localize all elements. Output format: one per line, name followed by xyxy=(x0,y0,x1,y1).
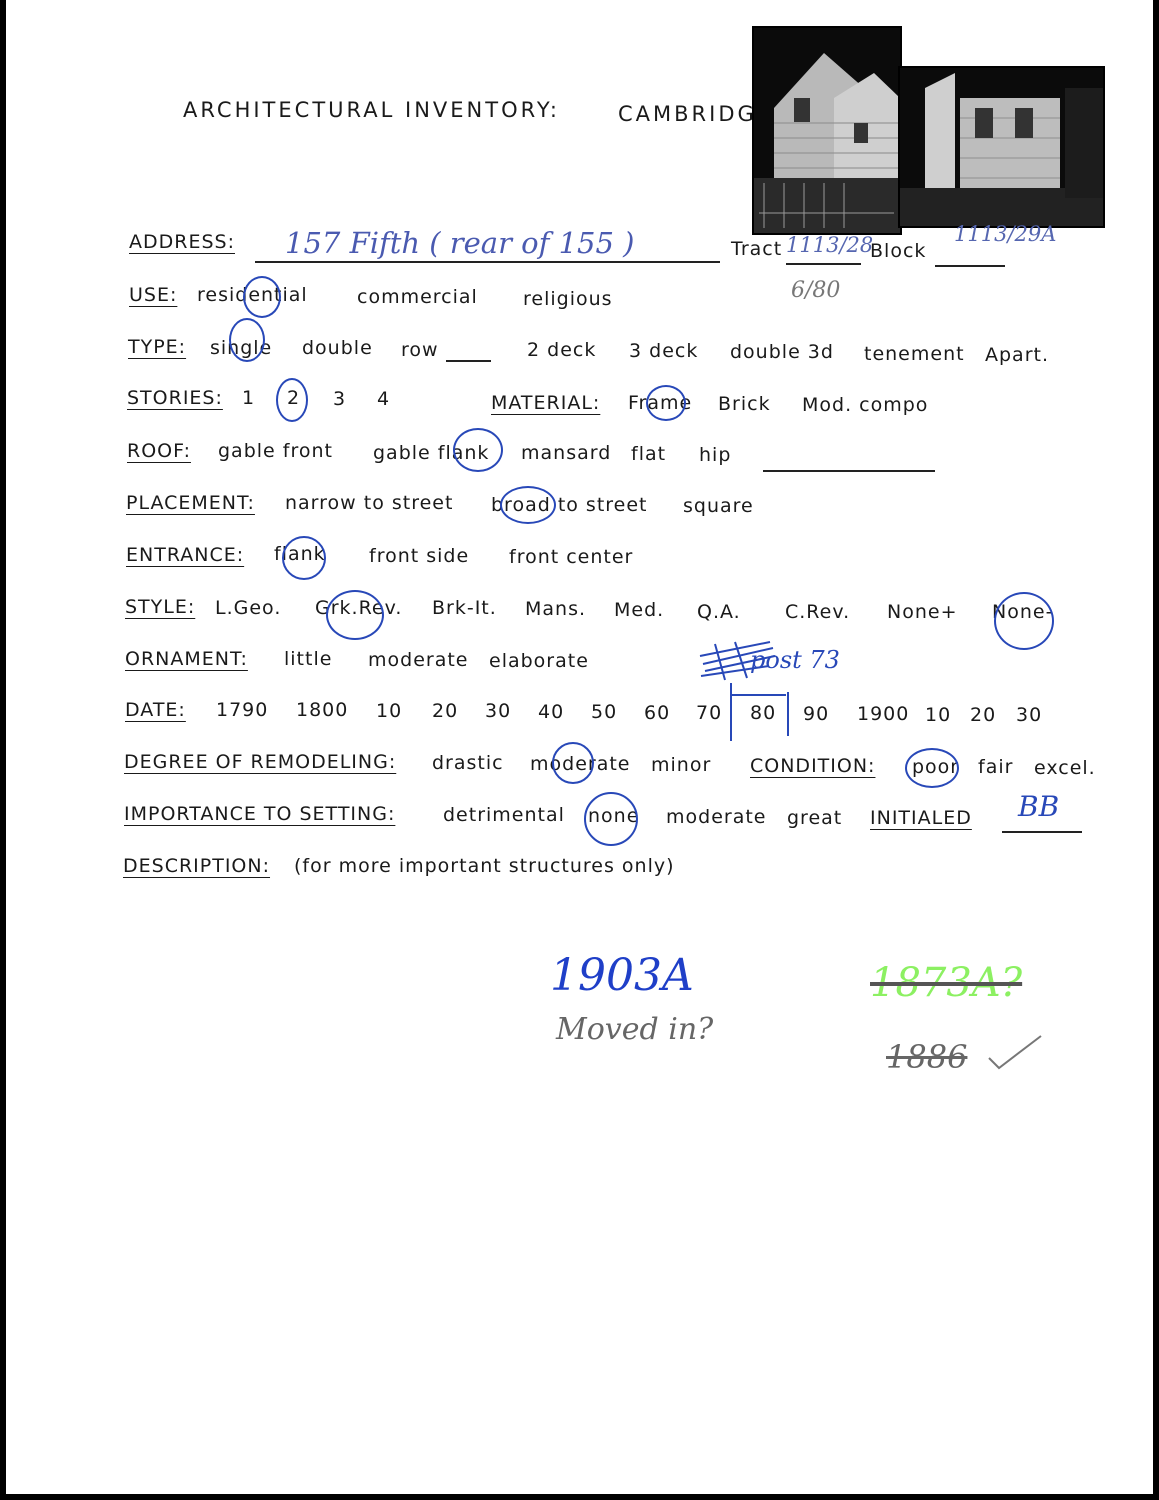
style-l-geo: L.Geo. xyxy=(215,597,282,619)
block-value: 1113/29A xyxy=(954,222,1057,246)
block-label: Block xyxy=(870,240,927,262)
note-date-1903a: 1903A xyxy=(550,950,694,1001)
address-value: 157 Fifth ( rear of 155 ) xyxy=(285,226,635,260)
date-range-start-mark xyxy=(730,683,732,741)
initialed-line xyxy=(1002,831,1082,833)
roof-selection-circle xyxy=(453,428,503,472)
use-selection-circle xyxy=(243,276,281,318)
style-brk-it: Brk-It. xyxy=(432,597,497,619)
date-90: 90 xyxy=(803,703,830,725)
use-religious: religious xyxy=(523,288,613,310)
ornament-label: ORNAMENT: xyxy=(125,648,248,670)
stories-4: 4 xyxy=(377,388,391,410)
remodeling-label: DEGREE OF REMODELING: xyxy=(124,751,397,773)
entrance-front-side: front side xyxy=(369,545,470,567)
date-label: DATE: xyxy=(125,699,186,721)
importance-label: IMPORTANCE TO SETTING: xyxy=(124,803,396,825)
roof-mansard: mansard xyxy=(521,442,612,464)
condition-label: CONDITION: xyxy=(750,755,876,777)
placement-selection-circle xyxy=(500,486,556,524)
remodeling-drastic: drastic xyxy=(432,752,504,774)
date-note: 6/80 xyxy=(791,278,841,303)
style-circle-grk xyxy=(326,590,384,640)
importance-none: none xyxy=(588,805,640,827)
use-commercial: commercial xyxy=(357,286,478,308)
material-frame: Frame xyxy=(628,392,693,414)
type-single: single xyxy=(210,337,273,359)
address-line xyxy=(255,261,720,263)
material-selection-circle xyxy=(646,385,686,421)
style-grk-rev: Grk.Rev. xyxy=(315,597,403,619)
use-label: USE: xyxy=(129,284,178,306)
block-line xyxy=(935,265,1005,267)
style-label: STYLE: xyxy=(125,596,196,618)
building-photo-left xyxy=(752,26,902,235)
date-80: 80 xyxy=(750,702,777,724)
type-2-deck: 2 deck xyxy=(527,339,597,361)
date-range-arrow xyxy=(730,694,786,696)
description-note: (for more important structures only) xyxy=(294,855,675,877)
importance-detrimental: detrimental xyxy=(443,804,565,826)
form-city: CAMBRIDG xyxy=(618,102,757,126)
ornament-annotation: post 73 xyxy=(750,646,840,674)
date-range-end-mark xyxy=(787,692,789,736)
date-1930: 30 xyxy=(1016,704,1043,726)
type-double: double xyxy=(302,337,373,359)
type-tenement: tenement xyxy=(864,343,965,365)
check-mark-icon xyxy=(985,1030,1045,1075)
type-apart: Apart. xyxy=(985,344,1050,366)
roof-other-line xyxy=(763,470,935,472)
material-label: MATERIAL: xyxy=(491,392,601,414)
roof-hip: hip xyxy=(699,444,732,466)
note-crossed-1886: 1886 xyxy=(886,1038,968,1076)
date-60: 60 xyxy=(644,702,671,724)
date-1800: 1800 xyxy=(296,699,349,721)
date-1790: 1790 xyxy=(216,699,269,721)
remodeling-selection-circle xyxy=(552,742,594,784)
material-mod-compo: Mod. compo xyxy=(802,394,929,416)
ornament-moderate: moderate xyxy=(368,649,469,671)
importance-selection-circle xyxy=(584,792,638,846)
importance-moderate: moderate xyxy=(666,806,767,828)
type-double-3d: double 3d xyxy=(730,341,834,363)
building-photo-right xyxy=(898,66,1105,228)
material-brick: Brick xyxy=(718,393,771,415)
style-c-rev: C.Rev. xyxy=(785,601,851,623)
date-30: 30 xyxy=(485,700,512,722)
description-label: DESCRIPTION: xyxy=(123,855,271,877)
entrance-front-center: front center xyxy=(509,546,634,568)
stories-label: STORIES: xyxy=(127,387,223,409)
date-70: 70 xyxy=(696,702,723,724)
style-qa: Q.A. xyxy=(697,601,741,623)
style-mans: Mans. xyxy=(525,598,587,620)
condition-poor: poor xyxy=(912,756,960,778)
type-label: TYPE: xyxy=(128,336,187,358)
type-3-deck: 3 deck xyxy=(629,340,699,362)
ornament-little: little xyxy=(284,648,333,670)
date-20: 20 xyxy=(432,700,459,722)
type-row-line xyxy=(446,360,491,362)
date-1910: 10 xyxy=(925,704,952,726)
stories-1: 1 xyxy=(242,387,256,409)
condition-excel: excel. xyxy=(1034,757,1096,779)
style-selection-circle xyxy=(994,592,1054,650)
stories-selection-circle xyxy=(276,378,308,422)
date-50: 50 xyxy=(591,701,618,723)
roof-label: ROOF: xyxy=(127,440,191,462)
tract-value: 1113/28 xyxy=(786,233,874,257)
stories-2: 2 xyxy=(287,387,301,409)
style-none-plus: None+ xyxy=(887,601,958,623)
placement-square: square xyxy=(683,495,754,517)
use-residential: residential xyxy=(197,284,308,306)
tract-line xyxy=(786,263,861,265)
ornament-elaborate: elaborate xyxy=(489,650,589,672)
placement-label: PLACEMENT: xyxy=(126,492,255,514)
entrance-flank: flank xyxy=(274,543,326,565)
type-selection-circle xyxy=(229,318,265,362)
roof-flat: flat xyxy=(631,443,667,465)
note-crossed-1873a: 1873A? xyxy=(870,960,1023,1006)
address-label: ADDRESS: xyxy=(129,231,235,253)
placement-narrow: narrow to street xyxy=(285,492,454,514)
stories-3: 3 xyxy=(333,388,347,410)
initialed-label: INITIALED xyxy=(870,807,972,829)
tract-label: Tract xyxy=(731,238,783,260)
date-40: 40 xyxy=(538,701,565,723)
style-none-minus: None- xyxy=(992,601,1054,623)
style-med: Med. xyxy=(614,599,665,621)
roof-gable-front: gable front xyxy=(218,440,333,462)
form-title: ARCHITECTURAL INVENTORY: xyxy=(183,98,560,122)
condition-selection-circle xyxy=(905,748,959,788)
importance-great: great xyxy=(787,807,843,829)
entrance-selection-circle xyxy=(282,536,326,580)
roof-gable-flank: gable flank xyxy=(373,442,490,464)
initialed-value: BB xyxy=(1018,790,1060,823)
note-moved-in: Moved in? xyxy=(556,1012,714,1047)
placement-broad: broad to street xyxy=(491,494,648,516)
date-10: 10 xyxy=(376,700,403,722)
remodeling-minor: minor xyxy=(651,754,712,776)
condition-fair: fair xyxy=(978,756,1014,778)
date-1920: 20 xyxy=(970,704,997,726)
date-1900: 1900 xyxy=(857,703,910,725)
entrance-label: ENTRANCE: xyxy=(126,544,245,566)
remodeling-moderate: moderate xyxy=(530,753,631,775)
type-row: row xyxy=(401,339,439,361)
